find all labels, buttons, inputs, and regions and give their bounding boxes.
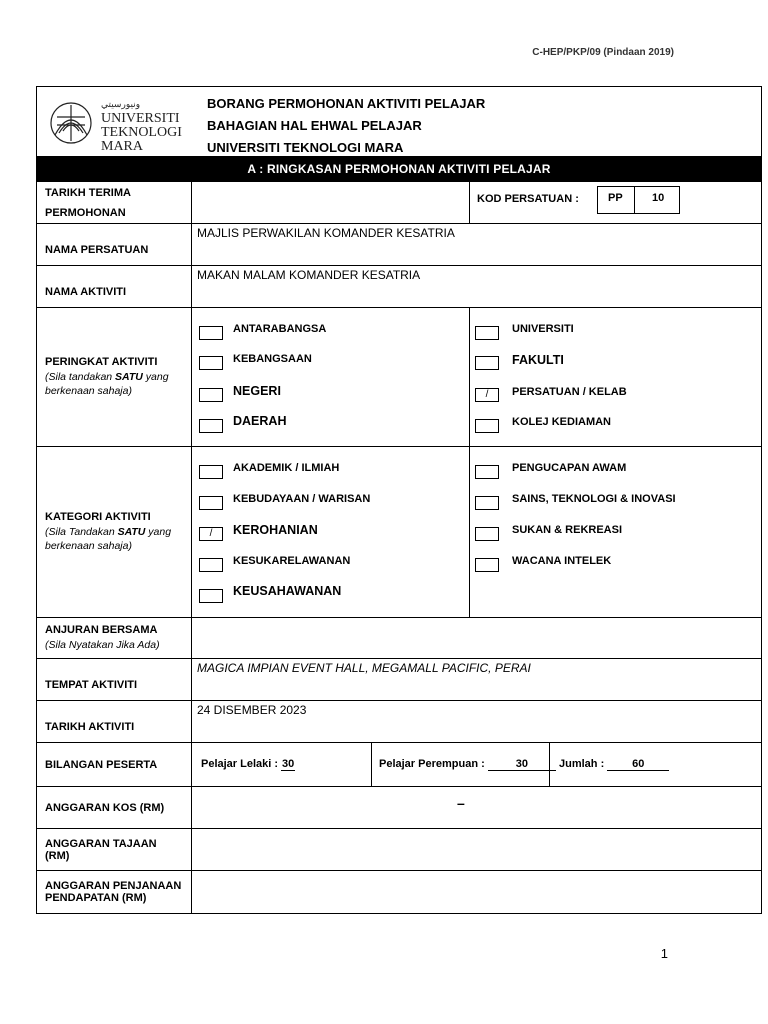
checkbox-pengucapan-awam[interactable]	[475, 465, 499, 479]
pelajar-perempuan-label: Pelajar Perempuan :	[379, 758, 485, 770]
checkbox-sukan-rekreasi[interactable]	[475, 527, 499, 541]
checkbox-negeri[interactable]	[199, 388, 223, 402]
kategori-note-pre: (Sila Tandakan	[45, 526, 118, 538]
pendapatan-label-1: ANGGARAN PENJANAAN	[45, 880, 182, 892]
peringkat-note-pre: (Sila tandakan	[45, 371, 116, 383]
kod-number: 10	[652, 192, 665, 204]
option-akademik: AKADEMIK / ILMIAH	[233, 462, 340, 474]
logo-text-1: UNIVERSITI	[101, 111, 180, 126]
checkbox-daerah[interactable]	[199, 419, 223, 433]
peserta-cell-divider-1	[371, 743, 372, 786]
option-kerohanian: KEROHANIAN	[233, 523, 318, 537]
peringkat-label	[37, 308, 192, 446]
checkbox-persatuan-kelab[interactable]: /	[475, 388, 499, 402]
nama-aktiviti-label: NAMA AKTIVITI	[37, 266, 192, 307]
kod-divider	[469, 182, 470, 223]
checkbox-akademik[interactable]	[199, 465, 223, 479]
department-title: BAHAGIAN HAL EHWAL PELAJAR	[207, 118, 422, 133]
row-nama-aktiviti	[36, 266, 762, 308]
checkbox-kolej-kediaman[interactable]	[475, 419, 499, 433]
section-a-title: A : RINGKASAN PERMOHONAN AKTIVITI PELAJAR	[36, 156, 762, 182]
jumlah-peserta	[559, 758, 669, 771]
uitm-logo	[49, 95, 199, 151]
pelajar-perempuan	[379, 758, 556, 771]
option-kolej-kediaman: KOLEJ KEDIAMAN	[512, 416, 612, 428]
row-bilangan-peserta	[36, 743, 762, 787]
checkbox-antarabangsa[interactable]	[199, 326, 223, 340]
checkbox-fakulti[interactable]	[475, 356, 499, 370]
checkbox-universiti[interactable]	[475, 326, 499, 340]
tempat-field[interactable]: MAGICA IMPIAN EVENT HALL, MEGAMALL PACIFIC, PERAI	[197, 661, 531, 675]
option-persatuan-kelab: PERSATUAN / KELAB	[512, 386, 627, 398]
header-titles	[207, 93, 485, 159]
peserta-label: BILANGAN PESERTA	[37, 743, 192, 786]
peringkat-note	[45, 370, 183, 398]
option-pengucapan-awam: PENGUCAPAN AWAM	[512, 462, 627, 474]
tarikh-terima-label-2: PERMOHONAN	[45, 206, 126, 219]
tarikh-aktiviti-field[interactable]: 24 DISEMBER 2023	[197, 703, 307, 717]
row-kategori-aktiviti	[36, 447, 762, 618]
university-title: UNIVERSITI TEKNOLOGI MARA	[207, 140, 404, 155]
pelajar-lelaki-label: Pelajar Lelaki :	[201, 758, 279, 770]
option-fakulti: FAKULTI	[512, 353, 564, 367]
checkbox-kebudayaan[interactable]	[199, 496, 223, 510]
kod-prefix: PP	[608, 192, 623, 204]
jumlah-label: Jumlah :	[559, 758, 605, 770]
option-antarabangsa: ANTARABANGSA	[233, 323, 327, 335]
peringkat-divider	[469, 308, 470, 446]
page-number: 1	[660, 946, 668, 961]
option-sains-teknologi: SAINS, TEKNOLOGI & INOVASI	[512, 493, 676, 505]
option-daerah: DAERAH	[233, 414, 287, 428]
tempat-label: TEMPAT AKTIVITI	[37, 659, 192, 700]
pelajar-perempuan-value[interactable]: 30	[488, 758, 556, 771]
pelajar-lelaki	[201, 758, 295, 771]
form-title: BORANG PERMOHONAN AKTIVITI PELAJAR	[207, 96, 486, 111]
anjuran-note: (Sila Nyatakan Jika Ada)	[45, 639, 160, 651]
form-header	[36, 86, 762, 156]
option-kebudayaan: KEBUDAYAAN / WARISAN	[233, 493, 371, 505]
peringkat-note-post: yang berkenaan sahaja)	[45, 371, 169, 397]
option-universiti: UNIVERSITI	[512, 323, 574, 335]
tarikh-terima-label	[37, 182, 192, 223]
option-negeri: NEGERI	[233, 384, 281, 398]
checkbox-kesukarelawanan[interactable]	[199, 558, 223, 572]
pelajar-lelaki-value[interactable]: 30	[281, 758, 295, 770]
option-kebangsaan: KEBANGSAAN	[233, 353, 312, 365]
peringkat-title: PERINGKAT AKTIVITI	[45, 356, 158, 368]
row-anggaran-kos	[36, 787, 762, 829]
checkbox-kebangsaan[interactable]	[199, 356, 223, 370]
logo-text-3: MARA	[101, 139, 144, 151]
tajaan-label: ANGGARAN TAJAAN (RM)	[37, 829, 192, 870]
checkbox-sains-teknologi[interactable]	[475, 496, 499, 510]
row-peringkat-aktiviti	[36, 308, 762, 447]
kategori-note-bold: SATU	[117, 526, 146, 538]
anjuran-label	[37, 618, 192, 658]
option-sukan-rekreasi: SUKAN & REKREASI	[512, 524, 623, 536]
kos-label: ANGGARAN KOS (RM)	[37, 787, 192, 828]
svg-text:ونيورسيتي: ونيورسيتي	[101, 100, 141, 110]
row-nama-persatuan	[36, 224, 762, 266]
row-tarikh-aktiviti	[36, 701, 762, 743]
anjuran-title: ANJURAN BERSAMA	[45, 624, 158, 636]
peringkat-note-bold: SATU	[115, 371, 143, 383]
checkbox-keusahawanan[interactable]	[199, 589, 223, 603]
row-tarikh-terima	[36, 182, 762, 224]
kod-persatuan-box[interactable]	[597, 186, 680, 214]
row-tempat-aktiviti	[36, 659, 762, 701]
pendapatan-label-2: PENDAPATAN (RM)	[45, 892, 147, 904]
kategori-note-post: yang berkenaan sahaja)	[45, 526, 172, 552]
option-kesukarelawanan: KESUKARELAWANAN	[233, 555, 351, 567]
row-anjuran-bersama	[36, 618, 762, 659]
option-wacana-intelek: WACANA INTELEK	[512, 555, 612, 567]
kategori-note	[45, 525, 183, 553]
kos-field[interactable]: –	[457, 795, 465, 811]
option-keusahawanan: KEUSAHAWANAN	[233, 584, 342, 598]
checkbox-kerohanian[interactable]: /	[199, 527, 223, 541]
checkbox-wacana-intelek[interactable]	[475, 558, 499, 572]
nama-persatuan-label: NAMA PERSATUAN	[37, 224, 192, 265]
logo-text-2: TEKNOLOGI	[101, 125, 182, 140]
row-anggaran-pendapatan	[36, 871, 762, 914]
nama-aktiviti-field[interactable]: MAKAN MALAM KOMANDER KESATRIA	[197, 268, 421, 282]
kod-persatuan-label: KOD PERSATUAN :	[477, 193, 579, 205]
row-anggaran-tajaan	[36, 829, 762, 871]
document-reference: C-HEP/PKP/09 (Pindaan 2019)	[532, 47, 674, 58]
kategori-label	[37, 447, 192, 617]
jumlah-value[interactable]: 60	[607, 758, 669, 771]
nama-persatuan-field[interactable]: MAJLIS PERWAKILAN KOMANDER KESATRIA	[197, 226, 455, 240]
tarikh-aktiviti-label: TARIKH AKTIVITI	[37, 701, 192, 742]
pendapatan-label	[37, 871, 192, 913]
kategori-title: KATEGORI AKTIVITI	[45, 511, 151, 523]
kategori-divider	[469, 447, 470, 617]
tarikh-terima-label-1: TARIKH TERIMA	[45, 186, 131, 199]
